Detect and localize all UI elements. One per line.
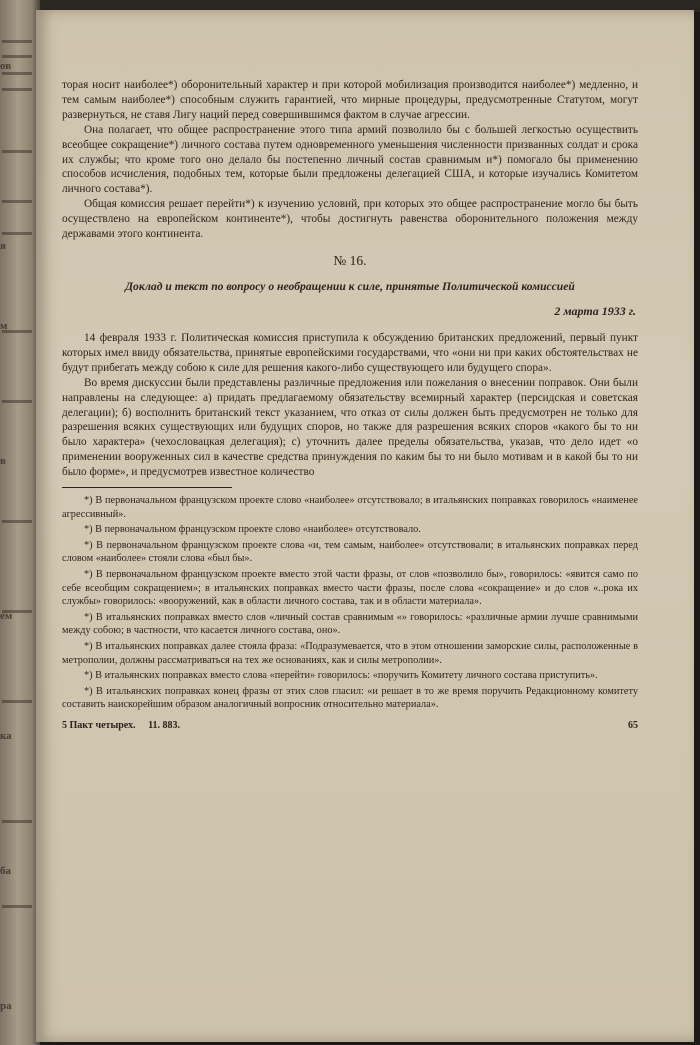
intro-paragraph: Она полагает, что общее распространение этого типа армий позволило бы с большей легкостью осуществить всеобщее сокращение*) личного состава путем одновременного уменьшения численности призванных солдат и срока их службы; что кроме того оно делало бы постепенно личный состав сравнимым и*) помогало бы применению способов исчисления, подобных тем, которые были предложены делегацией США, и которые изучались Комитетом личного состава*).	[62, 123, 638, 196]
document-date: 2 марта 1933 г.	[554, 303, 636, 318]
prev-page-fragment: м	[0, 320, 8, 332]
prev-page-fragment: я	[0, 240, 6, 252]
prev-page-fragment: ба	[0, 865, 11, 877]
continuation-paragraph: торая носит наиболее*) оборонительный характер и при которой мобилизация производится наиболее*) медленно, и тем самым наиболее*) способным служить гарантией, что мирные процедуры, предусмотренные Статутом, могут развернуться, не ставя Лигу наций перед совершившимся фактом в случае агрессии.	[62, 79, 638, 121]
document-page	[36, 10, 694, 1042]
previous-page-edge	[0, 0, 40, 1045]
body-paragraph: Во время дискуссии были представлены различные предложения или пожелания о внесении поправок. Они были направлены на следующее: а) придать предлагаемому обязательству всемирный характер (персидская и советская делегации); б) восполнить британский текст указанием, что отказ от силы должен быть предусмотрен не только для разрешения всяких существующих или будущих споров, но также для разрешения всяких споров «какого бы то ни было характера» (чехословацкая делегация); с) уточнить далее пределы обязательства, указав, что дело идет «о применении вооруженных сил в качестве средства принуждения по каким бы то ни было мотивам и в какой бы то ни было форме», и предусмотрев известное количество	[62, 376, 638, 479]
section-number: № 16.	[333, 252, 367, 268]
footnote: *) В первоначальном французском проекте слово «наиболее» отсутствовало; в итальянских поправках говорилось «наименее агрессивный».	[62, 495, 638, 520]
intro-paragraph: Общая комиссия решает перейти*) к изучению условий, при которых это общее распространение могло бы быть осуществлено на европейском континенте*), чтобы достигнуть равенства оборонительного положения между державами этого континента.	[62, 198, 638, 241]
footnote: *) В итальянских поправках вместо слов «личный состав сравнимым «» говорилось: «различные армии лучше сравнимыми между собою; в частности, что касается личного состава, оно».	[62, 611, 638, 637]
page-footer	[62, 720, 638, 731]
footnote: *) В итальянских поправках конец фразы от этих слов гласил: «и решает в то же время поручить Редакционному комитету составить наискорейшим образом аналогичный вопросник относительно материала».	[62, 685, 638, 711]
prev-page-fragment: ем	[0, 610, 13, 622]
footnote: *) В первоначальном французском проекте слово «наиболее» отсутствовало.	[84, 524, 421, 536]
footnote: *) В первоначальном французском проекте вместо этой части фразы, от слов «позволило бы», говорилось: «явится само по себе всеобщим сокращением»; в итальянских поправках вместо части фразы, после слова «сокращение» и до слов «..рока их службы» говорилось: «вооружений, как в области личного состава, так и в области материала».	[62, 569, 638, 608]
footnote: *) В первоначальном французском проекте слова «и, тем самым, наиболее» отсутствовали; в итальянских поправках перед словом «наиболее» стояли слова «был бы».	[62, 539, 638, 565]
footer-signature-code: 11. 883.	[148, 719, 181, 731]
body-paragraph: 14 февраля 1933 г. Политическая комиссия приступила к обсуждению британских предложений, первый пункт которых имел ввиду обязательства, принятые европейскими государствами, что «они ни при каких обстоятельствах не будут прибегать между собою к силе для решения какого-либо существующего или будущего спора».	[62, 331, 638, 374]
prev-page-fragment: ов	[0, 60, 12, 72]
footer-signature-text: 5 Пакт четырех.	[62, 719, 136, 731]
prev-page-fragment: ра	[0, 1000, 12, 1012]
footnote: *) В итальянских поправках вместо слова «перейти» говорилось: «поручить Комитету личного состава приступить».	[84, 670, 598, 682]
prev-page-fragment: в	[0, 455, 6, 467]
document-title: Доклад и текст по вопросу о необращении к силе, принятые Политической комиссией	[125, 279, 575, 293]
page-number: 65	[628, 719, 638, 731]
footnote: *) В итальянских поправках далее стояла фраза: «Подразумевается, что в этом отношении заморские силы, расположенные в метрополии, должны рассматриваться на тех же основаниях, как и силы метрополии».	[62, 640, 638, 666]
footnote-divider	[62, 487, 232, 488]
footer-signature	[62, 720, 190, 731]
prev-page-fragment: ка	[0, 730, 12, 742]
page-content	[62, 78, 638, 731]
